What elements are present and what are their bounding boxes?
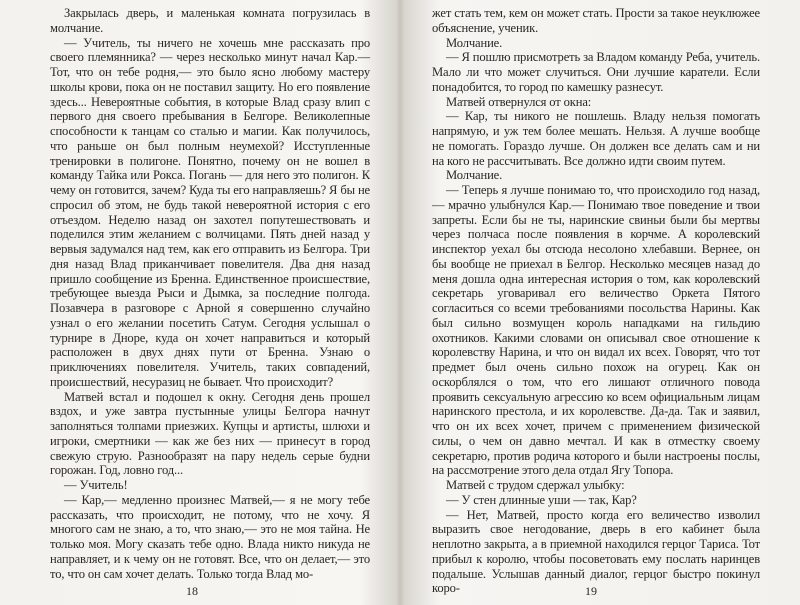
paragraph: — Кар,— медленно произнес Матвей,— я не могу тебе рассказать, что происходит, не потому, что не хочу. Я многого сам не знаю, а то, что знаю,— это не моя тайна. Не только моя. Могу сказать тебе одно. Влада никто никуда не направляет, и к чему он не готовят. Все, что он делает,— это то, что он сам хочет делать. Только тогда Влад мо- [50, 492, 370, 581]
paragraph: — Кар, ты никого не пошлешь. Владу нельзя помогать напрямую, и уж тем более мешать. Нельзя. А лучше вообще не помогать. Гораздо лучше. Он должен все делать сам и ни на кого не рассчитывать. Все должно идти своим путем. [432, 109, 760, 168]
paragraph: Матвей встал и подошел к окну. Сегодня день прошел вздох, и уже завтра пустынные улицы Белгора начнут заполняться толпами приезжих. Купцы и артисты, шлюхи и игроки, смертники — как же без них — принесут в город свежую струю. Разнообразят на пару недель серые будни горожан. Год, ловно год... [50, 389, 370, 478]
paragraph: — У стен длинные уши — так, Кар? [446, 492, 637, 507]
paragraph: — Учитель! [64, 478, 128, 492]
paragraph: — Нет, Матвей, просто когда его величество изволил выразить свое негодование, дверь в его кабинет была неплотно закрыта, а в приемной находился герцог Тариса. Тот прибыл к королю, чтобы посоветовать ему послать наринцев подальше. Услышав данный диалог, герцог быстро покинул коро- [432, 507, 760, 596]
paragraph: Матвей отвернулся от окна: [446, 94, 592, 109]
paragraph: — Я пошлю присмотреть за Владом команду Реба, учитель. Мало ли что может случиться. Они лучшие каратели. Если понадобится, то город по камешку разнесут. [432, 50, 760, 94]
left-page [50, 6, 370, 581]
paragraph: Закрылась дверь, и маленькая комната погрузилась в молчание. [50, 6, 370, 35]
paragraph: Матвей с трудом сдержал улыбку: [446, 478, 625, 492]
paragraph: жет стать тем, кем он может стать. Прости за такое неуклюжее объяснение, ученик. [432, 6, 760, 35]
paragraph: — Теперь я лучше понимаю то, что происходило год назад,— мрачно улыбнулся Кар.— Понимаю твое поведение и твои запреты. Если бы не ты, наринские свиньи были бы мертвы через полчаса после появления в корчме. А королевский инспектор уехал бы отсюда несолоно хлебавши. Вернее, он бы вообще не приехал в Белгор. Несколько месяцев назад до меня дошла одна интересная история о том, как королевский секретарь уговаривал его величество Оркета Пятого согласиться со всеми требованиями посольства Нарины. Как был сильно возмущен король нападками на гильдию охотников. Какими словами он описывал свое отношение к королевству Нарина, и что он видал их всех. Говорят, что тот предмет был очень сильно похож на огурец. Как он оскорблялся о том, что его лишают отличного повода проявить сексуальную агрессию ко всем официальным лицам наринского престола, и их королевстве. Да-да. Так и заявил, что он их всех хочет, причем с применением физической силы, о чем он давно мечтал. И как в отместку своему секретарю, против родича которого и были настроены послы, на рассмотрение этого дела отдал Ягу Топора. [432, 183, 760, 478]
paragraph: — Учитель, ты ничего не хочешь мне рассказать про своего племянника? — через несколько минут начал Кар.— Тот, что он тебе родня,— это было ясно любому мастеру школы крови, пока он не поставил защиту. Но его появление здесь... Невероятные события, в которые Влад сразу влип с первого дня своего пребывания в Белгоре. Великолепные способности к танцам со сталью и магии. Как получилось, что раньше он был полным неумехой? Исступленные тренировки в полигоне. Понятно, почему он не вошел в команду Тайка или Рокса. Погань — для него это полигон. К чему он готовится, зачем? Куда ты его направляешь? Я бы не спросил об этом, не будь такой невероятной история с его отъездом. Неделю назад он захотел попутешествовать и поделился этим желанием с волчицами. Пять дней назад у вервыя задумался над тем, как его отправить из Белгора. Три дня назад Влад приканчивает повелителя. Два дня назад пришло сообщение из Бренна. Единственное происшествие, требующее выезда Рыси и Дымка, за последние полгода. Позавчера в разговоре с Арной я совершенно случайно узнал о его желании посетить Сатум. Сегодня услышал о турнире в Дноре, куда он хочет направиться и который расположен в двух днях пути от Бренна. Узнаю о приключениях повелителя. Учитель, таких совпадений, происшествий, несуразиц не бывает. Что происходит? [50, 35, 370, 389]
page-number-right: 19 [585, 584, 597, 598]
paragraph: Молчание. [446, 168, 503, 183]
page-number-left: 18 [186, 584, 198, 598]
paragraph: Молчание. [446, 35, 503, 50]
